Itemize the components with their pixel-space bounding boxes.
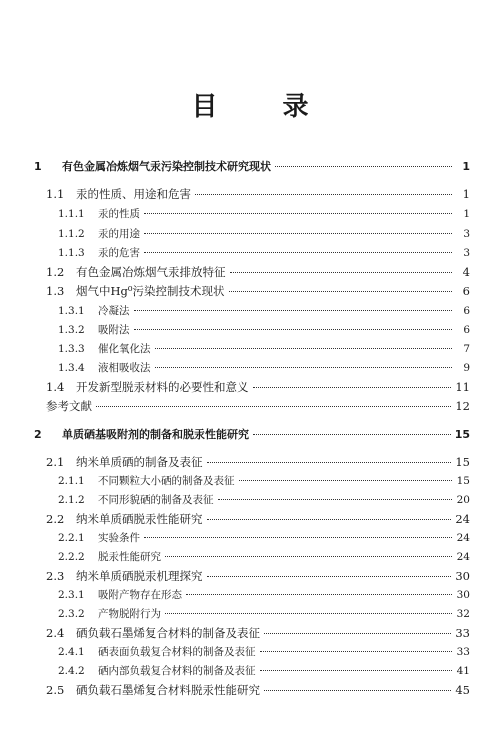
toc-entry-number: 1.4 (46, 380, 65, 394)
toc-entry (58, 322, 470, 337)
toc-entry-number: 2.1.1 (58, 475, 85, 487)
toc-entry-page-number: 7 (463, 343, 470, 355)
toc-entry (58, 473, 470, 488)
toc-entry-label: 实验条件 (98, 532, 140, 544)
toc-entry-number: 2.2.1 (58, 532, 85, 544)
toc-entry-page-number: 24 (455, 512, 470, 526)
toc-entry-page-number: 33 (455, 626, 470, 640)
dot-leader (165, 613, 452, 614)
dot-leader (165, 556, 452, 557)
toc-entry-page-number: 32 (456, 608, 470, 620)
toc-entry-page-number: 45 (455, 683, 470, 697)
toc-entry (58, 663, 470, 678)
toc-entry-number: 2.1 (46, 455, 65, 469)
toc-entry (58, 530, 470, 545)
dot-leader (218, 499, 453, 500)
dot-leader (253, 434, 451, 435)
toc-entry-page-number: 30 (456, 589, 470, 601)
toc-entry-page-number: 6 (462, 284, 470, 298)
toc-entry-label: 不同颗粒大小硒的制备及表征 (98, 475, 235, 487)
toc-entry (46, 682, 470, 698)
dot-leader (275, 166, 452, 167)
toc-entry (46, 379, 470, 395)
page-title: 目 录 (191, 92, 337, 122)
toc-entry-page-number: 1 (462, 187, 470, 201)
toc-entry-label: 硒负载石墨烯复合材料脱汞性能研究 (76, 683, 260, 697)
toc-entry (58, 341, 470, 356)
toc-entry-number: 2.1.2 (58, 494, 85, 506)
toc-entry-page-number: 24 (456, 551, 470, 563)
toc-entry-page-number: 1 (463, 208, 470, 220)
toc-entry (58, 492, 470, 507)
dot-leader (155, 348, 453, 349)
toc-entry-page-number: 11 (455, 380, 470, 394)
dot-leader (264, 690, 451, 691)
toc-chapter-entry (34, 158, 470, 174)
dot-leader (260, 670, 453, 671)
toc-entry-page-number: 6 (463, 324, 470, 336)
toc-entry-page-number: 12 (455, 399, 470, 413)
dot-leader (144, 233, 452, 234)
toc-entry-number: 2.3.2 (58, 608, 85, 620)
dot-leader (207, 576, 452, 577)
toc-entry-page-number: 3 (463, 228, 470, 240)
toc-entry-label: 纳米单质硒脱汞机理探究 (76, 569, 203, 583)
dot-leader (195, 194, 452, 195)
toc-entry-number: 2.3.1 (58, 589, 85, 601)
toc-entry (58, 644, 470, 659)
toc-entry (58, 245, 470, 260)
toc-entry-page-number: 9 (463, 362, 470, 374)
toc-entry-number: 2.3 (46, 569, 65, 583)
toc-entry-page-number: 3 (463, 247, 470, 259)
toc-entry-label: 吸附产物存在形态 (98, 589, 182, 601)
toc-chapter-entry (34, 426, 470, 442)
toc-entry-page-number: 30 (455, 569, 470, 583)
toc-entry-label: 有色金属冶炼烟气汞排放特征 (76, 265, 226, 279)
toc-entry-page-number: 4 (462, 265, 470, 279)
dot-leader (264, 633, 451, 634)
toc-entry-label: 参考文献 (46, 399, 92, 413)
toc-entry (58, 587, 470, 602)
toc-entry-page-number: 33 (456, 646, 470, 658)
dot-leader (155, 367, 453, 368)
toc-entry (46, 186, 470, 202)
toc-entry-page-number: 15 (454, 428, 470, 441)
toc-entry-label: 硒表面负载复合材料的制备及表征 (98, 646, 256, 658)
toc-entry (58, 606, 470, 621)
toc-entry-page-number: 24 (456, 532, 470, 544)
toc-entry-number: 2.4.1 (58, 646, 85, 658)
toc-entry-number: 1.3.1 (58, 305, 85, 317)
toc-entry-label: 液相吸收法 (98, 362, 151, 374)
dot-leader (144, 252, 452, 253)
toc-entry-number: 1 (34, 160, 42, 173)
toc-entry-number: 1.3.2 (58, 324, 85, 336)
toc-entry-page-number: 41 (456, 665, 470, 677)
dot-leader (96, 406, 451, 407)
toc-entry (46, 625, 470, 641)
toc-entry-page-number: 1 (462, 160, 470, 173)
toc-entry-label: 汞的性质、用途和危害 (76, 187, 191, 201)
toc-entry-number: 2.4.2 (58, 665, 85, 677)
toc-entry-label: 烟气中Hg⁰污染控制技术现状 (76, 284, 225, 298)
toc-entry-label: 催化氧化法 (98, 343, 151, 355)
toc-entry-page-number: 6 (463, 305, 470, 317)
dot-leader (230, 272, 453, 273)
dot-leader (144, 537, 452, 538)
toc-entry-label: 汞的用途 (98, 228, 140, 240)
dot-leader (229, 291, 453, 292)
toc-entry-number: 1.1.2 (58, 228, 85, 240)
toc-entry (58, 549, 470, 564)
toc-entry (58, 206, 470, 221)
toc-entry-label: 有色金属冶炼烟气汞污染控制技术研究现状 (62, 160, 271, 173)
toc-entry-number: 1.3.3 (58, 343, 85, 355)
toc-entry (58, 226, 470, 241)
toc-entry-label: 脱汞性能研究 (98, 551, 161, 563)
toc-entry-number: 1.2 (46, 265, 65, 279)
toc-entry-number: 1.1.3 (58, 247, 85, 259)
toc-entry-label: 开发新型脱汞材料的必要性和意义 (76, 380, 249, 394)
dot-leader (134, 329, 453, 330)
toc-entry-number: 1.3.4 (58, 362, 85, 374)
dot-leader (207, 462, 452, 463)
toc-entry-label: 吸附法 (98, 324, 130, 336)
toc-entry (46, 454, 470, 470)
toc-entry-label: 冷凝法 (98, 305, 130, 317)
toc-entry (58, 303, 470, 318)
toc-entry-number: 2.4 (46, 626, 65, 640)
toc-entry-label: 纳米单质硒的制备及表征 (76, 455, 203, 469)
dot-leader (207, 519, 452, 520)
toc-entry-page-number: 15 (456, 475, 470, 487)
toc-entry-label: 纳米单质硒脱汞性能研究 (76, 512, 203, 526)
toc-entry-page-number: 15 (455, 455, 470, 469)
toc-entry-number: 2.5 (46, 683, 65, 697)
toc-entry-number: 1.1.1 (58, 208, 85, 220)
toc-entry-page-number: 20 (456, 494, 470, 506)
dot-leader (144, 213, 452, 214)
toc-entry (46, 264, 470, 280)
toc-entry-label: 汞的危害 (98, 247, 140, 259)
toc-entry-label: 单质硒基吸附剂的制备和脱汞性能研究 (62, 428, 249, 441)
toc-entry-number: 1.3 (46, 284, 65, 298)
toc-entry-label: 汞的性质 (98, 208, 140, 220)
toc-entry-label: 产物脱附行为 (98, 608, 161, 620)
dot-leader (134, 310, 453, 311)
toc-entry (58, 360, 470, 375)
dot-leader (253, 387, 452, 388)
toc-references-entry (46, 398, 470, 414)
toc-entry-number: 2.2.2 (58, 551, 85, 563)
toc-entry-label: 硒内部负载复合材料的制备及表征 (98, 665, 256, 677)
dot-leader (239, 480, 453, 481)
toc-entry-label: 硒负载石墨烯复合材料的制备及表征 (76, 626, 260, 640)
toc-entry (46, 511, 470, 527)
toc-entry (46, 568, 470, 584)
toc-entry-number: 1.1 (46, 187, 65, 201)
toc-entry-label: 不同形貌硒的制备及表征 (98, 494, 214, 506)
toc-entry-number: 2 (34, 428, 42, 441)
dot-leader (186, 594, 452, 595)
dot-leader (260, 651, 453, 652)
toc-entry (46, 283, 470, 299)
toc-entry-number: 2.2 (46, 512, 65, 526)
